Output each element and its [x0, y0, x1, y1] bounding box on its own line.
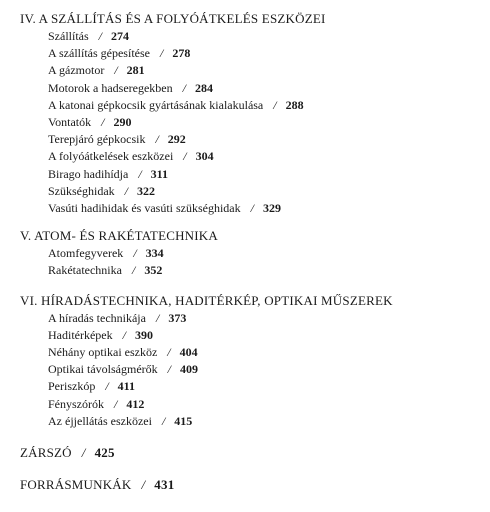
separator: /	[81, 445, 86, 461]
separator: /	[101, 115, 105, 130]
entry-label: Vasúti hadihidak és vasúti szükséghidak	[48, 201, 241, 216]
chapter-title: VI. HÍRADÁSTECHNIKA, HADITÉRKÉP, OPTIKAI MŰSZEREK	[20, 292, 393, 308]
page-number: 334	[145, 246, 164, 261]
entry-label: Szükséghidak	[48, 183, 115, 198]
separator: /	[161, 413, 166, 428]
page-number: 404	[179, 345, 198, 360]
entry-label: Birago hadihídja	[48, 166, 129, 181]
page-number: 274	[111, 29, 130, 43]
toc-entry[interactable]	[20, 148, 485, 165]
page-number: 292	[167, 132, 186, 147]
toc-entry[interactable]	[20, 97, 485, 114]
entry-label: Periszkóp	[48, 379, 96, 394]
entry-label: Motorok a hadseregekben	[48, 80, 173, 95]
entry-label: A folyóátkelések eszközei	[48, 149, 174, 164]
toc-entry[interactable]	[20, 80, 485, 97]
page-number: 304	[195, 149, 214, 164]
toc-entry-forrasmunkak[interactable]	[20, 476, 485, 494]
separator: /	[155, 310, 160, 325]
chapter-title: IV. A SZÁLLÍTÁS ÉS A FOLYÓÁTKELÉS ESZKÖZEI	[20, 11, 326, 26]
toc-entry[interactable]	[20, 200, 485, 217]
toc-entry[interactable]	[20, 344, 485, 361]
toc-entry[interactable]	[20, 378, 485, 395]
toc-entry[interactable]	[20, 45, 485, 62]
separator: /	[167, 362, 171, 377]
chapter-vi	[20, 292, 485, 430]
entry-label: Terepjáró gépkocsik	[48, 132, 146, 147]
toc-entry[interactable]	[20, 114, 485, 131]
entry-label: Optikai távolságmérők	[48, 362, 158, 377]
entry-label: Az éjjellátás eszközei	[48, 413, 152, 428]
entry-label: A katonai gépkocsik gyártásának kialakulása	[48, 97, 264, 112]
toc-entry-zarszo[interactable]	[20, 444, 485, 462]
toc-entry[interactable]	[20, 28, 485, 45]
entry-label: Haditérképek	[48, 327, 113, 342]
entry-label: Néhány optikai eszköz	[48, 345, 158, 360]
separator: /	[105, 379, 109, 394]
separator: /	[133, 246, 137, 261]
toc-entry[interactable]	[20, 131, 485, 148]
entry-label: FORRÁSMUNKÁK	[20, 477, 132, 493]
page-number: 352	[144, 263, 163, 278]
separator: /	[122, 327, 126, 342]
page-number: 411	[117, 379, 136, 394]
spacer	[20, 280, 485, 292]
separator: /	[250, 201, 254, 216]
separator: /	[183, 149, 187, 164]
page-number: 281	[126, 63, 145, 78]
entry-label: Vontatók	[48, 115, 92, 130]
toc-entry[interactable]	[20, 183, 485, 200]
toc-entry[interactable]	[20, 310, 485, 327]
separator: /	[114, 63, 118, 78]
entry-label: Fényszórók	[48, 396, 104, 411]
spacer	[20, 430, 485, 444]
page-number: 409	[179, 362, 198, 377]
page-number: 390	[134, 327, 153, 342]
spacer	[20, 462, 485, 476]
entry-label: Atomfegyverek	[48, 246, 124, 261]
page-number: 290	[113, 115, 132, 130]
separator: /	[124, 183, 128, 198]
separator: /	[182, 80, 186, 95]
spacer	[20, 217, 485, 227]
entry-label: Rakétatechnika	[48, 263, 122, 278]
toc-entry[interactable]	[20, 62, 485, 79]
separator: /	[98, 29, 103, 43]
page-number: 373	[168, 310, 187, 325]
toc-entry[interactable]	[20, 327, 485, 344]
toc-entry[interactable]	[20, 396, 485, 413]
separator: /	[167, 345, 171, 360]
entry-label: Szállítás	[48, 29, 89, 43]
chapter-title: V. ATOM- ÉS RAKÉTATECHNIKA	[20, 228, 218, 244]
page-number: 415	[174, 413, 193, 428]
chapter-v	[20, 227, 485, 279]
chapter-iv	[20, 10, 485, 217]
entry-label: A gázmotor	[48, 63, 105, 78]
page-number: 284	[194, 80, 213, 95]
entry-label: A híradás technikája	[48, 310, 146, 325]
page-number: 425	[94, 445, 115, 461]
page-number: 278	[172, 46, 191, 61]
page-number: 412	[126, 396, 145, 411]
separator: /	[131, 263, 136, 278]
entry-label: ZÁRSZÓ	[20, 445, 72, 461]
separator: /	[159, 46, 164, 61]
separator: /	[155, 132, 159, 147]
page-number: 329	[262, 201, 281, 216]
separator: /	[114, 396, 118, 411]
toc-entry[interactable]	[20, 262, 485, 279]
separator: /	[138, 166, 142, 181]
page-number: 431	[154, 477, 175, 493]
entry-label: A szállítás gépesítése	[48, 46, 150, 61]
toc-entry[interactable]	[20, 166, 485, 183]
page-number: 311	[150, 166, 169, 181]
toc-entry[interactable]	[20, 413, 485, 430]
toc-entry[interactable]	[20, 245, 485, 262]
separator: /	[141, 477, 146, 493]
page-number: 288	[285, 97, 304, 112]
toc-entry[interactable]	[20, 361, 485, 378]
separator: /	[273, 97, 277, 112]
table-of-contents	[20, 10, 485, 494]
page-number: 322	[137, 183, 155, 198]
